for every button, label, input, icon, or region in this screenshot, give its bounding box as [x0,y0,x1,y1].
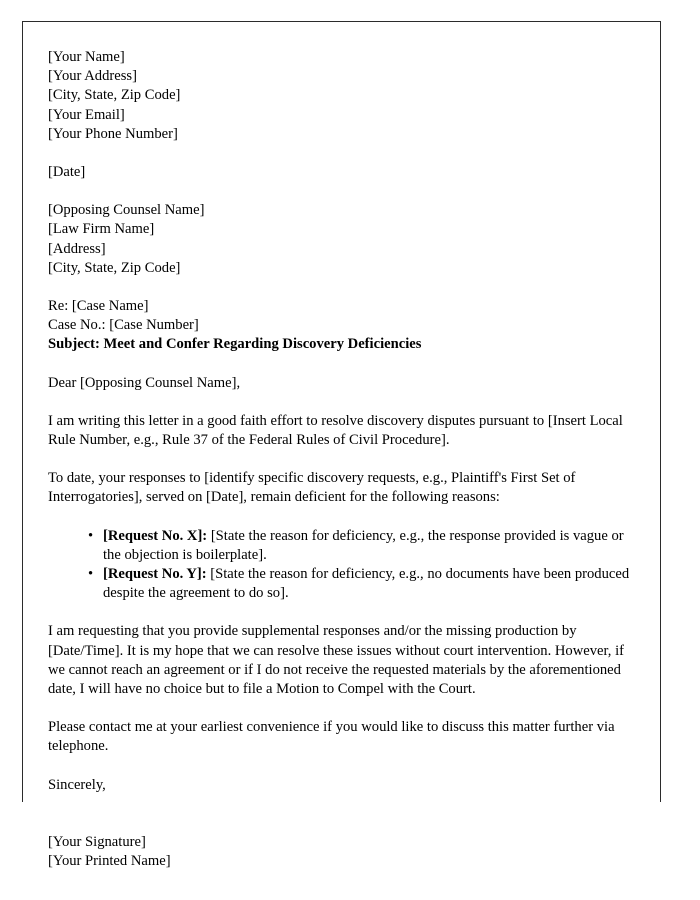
sender-address-line: [Your Address] [48,68,137,85]
re-line: Re: [Case Name] [48,298,149,315]
date-line: [Date] [48,164,86,181]
letter-content [48,48,642,871]
bullet-icon: • [88,527,94,544]
request-reason-text: [State the reason for deficiency, e.g., the response provided is vague or the objection is boilerplate]. [103,527,624,563]
list-item [88,565,642,603]
signature-space [48,814,642,833]
recipient-firm-name-line: [Law Firm Name] [48,221,155,238]
salutation: Dear [Opposing Counsel Name], [48,374,241,391]
deficiency-list [48,527,642,604]
signature-block [48,814,642,871]
body-paragraph-1: I am writing this letter in a good faith effort to resolve discovery disputes pursuant to [Insert Local Rule Number, e.g., Rule 37 of the Federal Rules of Civil Procedure]. [48,412,623,449]
sender-address-block [48,48,642,144]
case-number-line: Case No.: [Case Number] [48,317,199,334]
subject-line: Subject: Meet and Confer Regarding Discovery Deficiencies [48,336,422,353]
request-reason-text: [State the reason for deficiency, e.g., no documents have been produced despite the agreement to do so]. [103,566,630,602]
body-paragraph-2: To date, your responses to [identify specific discovery requests, e.g., Plaintiff's First Set of Interrogatories], served on [Date], remain deficient for the following reasons: [48,470,576,506]
printed-name-line: [Your Printed Name] [48,853,171,870]
document-page [22,21,661,870]
date-block [48,163,642,182]
recipient-counsel-name-line: [Opposing Counsel Name] [48,202,205,219]
request-label: [Request No. Y]: [103,566,207,583]
recipient-city-state-zip-line: [City, State, Zip Code] [48,259,181,276]
recipient-address-line: [Address] [48,240,106,257]
recipient-address-block [48,201,642,278]
sender-name-line: [Your Name] [48,49,125,65]
sender-city-state-zip-line: [City, State, Zip Code] [48,87,181,104]
body-paragraph-4: Please contact me at your earliest convenience if you would like to discuss this matter further via telephone. [48,719,615,755]
body-paragraph-3: I am requesting that you provide supplemental responses and/or the missing production by [Date/Time]. It is my hope that we can resolve these issues without court intervention. However, if we cannot reach an agreement or if I do not receive the requested materials by the aforementioned date, I will have no choice but to file a Motion to Compel with the Court. [48,623,625,698]
request-label: [Request No. X]: [103,527,208,544]
closing-salutation: Sincerely, [48,776,106,793]
reference-block [48,297,642,355]
signature-line: [Your Signature] [48,833,146,850]
list-item [88,527,642,565]
sender-phone-line: [Your Phone Number] [48,125,178,142]
bullet-icon: • [88,566,94,583]
sender-email-line: [Your Email] [48,106,125,123]
